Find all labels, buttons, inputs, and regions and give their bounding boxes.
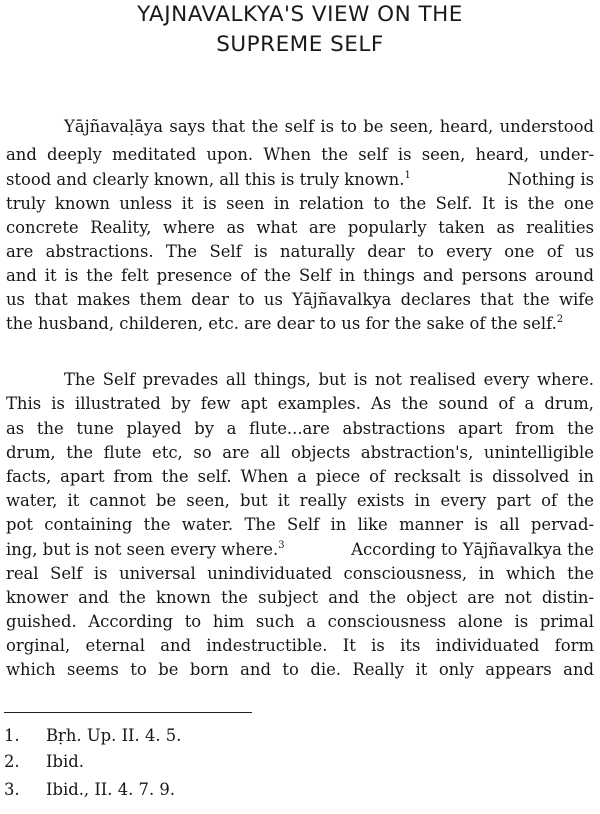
footnote-text: Ibid.	[46, 752, 84, 771]
line-text: stood and clearly known, all this is truly known.$^1$	[6, 169, 411, 189]
line-text-tail: Nothing is	[507, 170, 594, 189]
footnote-ref: 3	[278, 539, 285, 551]
paragraph-line: are abstractions. The Self is naturally dear to every one of us	[6, 242, 594, 261]
paragraph-line: knower and the known the subject and the object are not distin-	[6, 588, 594, 607]
paragraph-line: water, it cannot be seen, but it really exists in every part of the	[6, 491, 594, 510]
paragraph-line: guished. According to him such a consciousness alone is primal	[6, 612, 594, 631]
paragraph-line: real Self is universal unindividuated consciousness, in which the	[6, 564, 594, 583]
footnote-ref: 2	[556, 313, 564, 325]
paragraph-line: which seems to be born and to die. Really it only appears and	[6, 660, 594, 679]
paragraph-line: drum, the flute etc, so are all objects abstraction's, unintelligible	[6, 443, 594, 462]
paragraph-line: Yājñavaḷāya says that the self is to be seen, heard, understood	[64, 117, 594, 136]
footnote-1	[4, 724, 181, 748]
paragraph-line: and deeply meditated upon. When the self is seen, heard, under-	[6, 145, 594, 164]
paragraph-line: as the tune played by a flute...are abstractions apart from the	[6, 419, 594, 438]
page-title-line-2: SUPREME SELF	[216, 32, 384, 57]
paragraph-line	[6, 168, 594, 192]
paragraph-line: orginal, eternal and indestructible. It is its individuated form	[6, 636, 594, 655]
paragraph-line: and it is the felt presence of the Self in things and persons around	[6, 266, 594, 285]
line-text-tail: According to Yājñavalkya the	[351, 540, 594, 559]
paragraph-line	[6, 538, 594, 562]
paragraph-line: the husband, childeren, etc. are dear to us for the sake of the self.$^2$	[6, 313, 564, 333]
paragraph-line: concrete Reality, where as what are popularly taken as realities	[6, 218, 594, 237]
paragraph-line: us that makes them dear to us Yājñavalkya declares that the wife	[6, 290, 594, 309]
footnote-divider	[4, 712, 252, 713]
page-title-line-1: YAJNAVALKYA'S VIEW ON THE	[137, 2, 463, 27]
footnote-2	[4, 750, 84, 774]
paragraph-line: facts, apart from the self. When a piece of recksalt is dissolved in	[6, 467, 594, 486]
footnote-number: 3.	[4, 780, 20, 799]
footnote-number: 1.	[4, 726, 20, 745]
footnote-3	[4, 778, 175, 802]
footnote-number: 2.	[4, 752, 20, 771]
footnote-ref: 1	[404, 169, 411, 181]
paragraph-line: This is illustrated by few apt examples. As the sound of a drum,	[6, 394, 594, 413]
footnote-text: Bṛh. Up. II. 4. 5.	[46, 726, 182, 745]
line-text: ing, but is not seen every where.$^3$	[6, 539, 285, 559]
paragraph-line: The Self prevades all things, but is not realised every where.	[64, 370, 594, 389]
paragraph-line: pot containing the water. The Self in like manner is all pervad-	[6, 515, 594, 534]
footnote-text: Ibid., II. 4. 7. 9.	[46, 780, 176, 799]
paragraph-line: truly known unless it is seen in relation to the Self. It is the one	[6, 194, 594, 213]
